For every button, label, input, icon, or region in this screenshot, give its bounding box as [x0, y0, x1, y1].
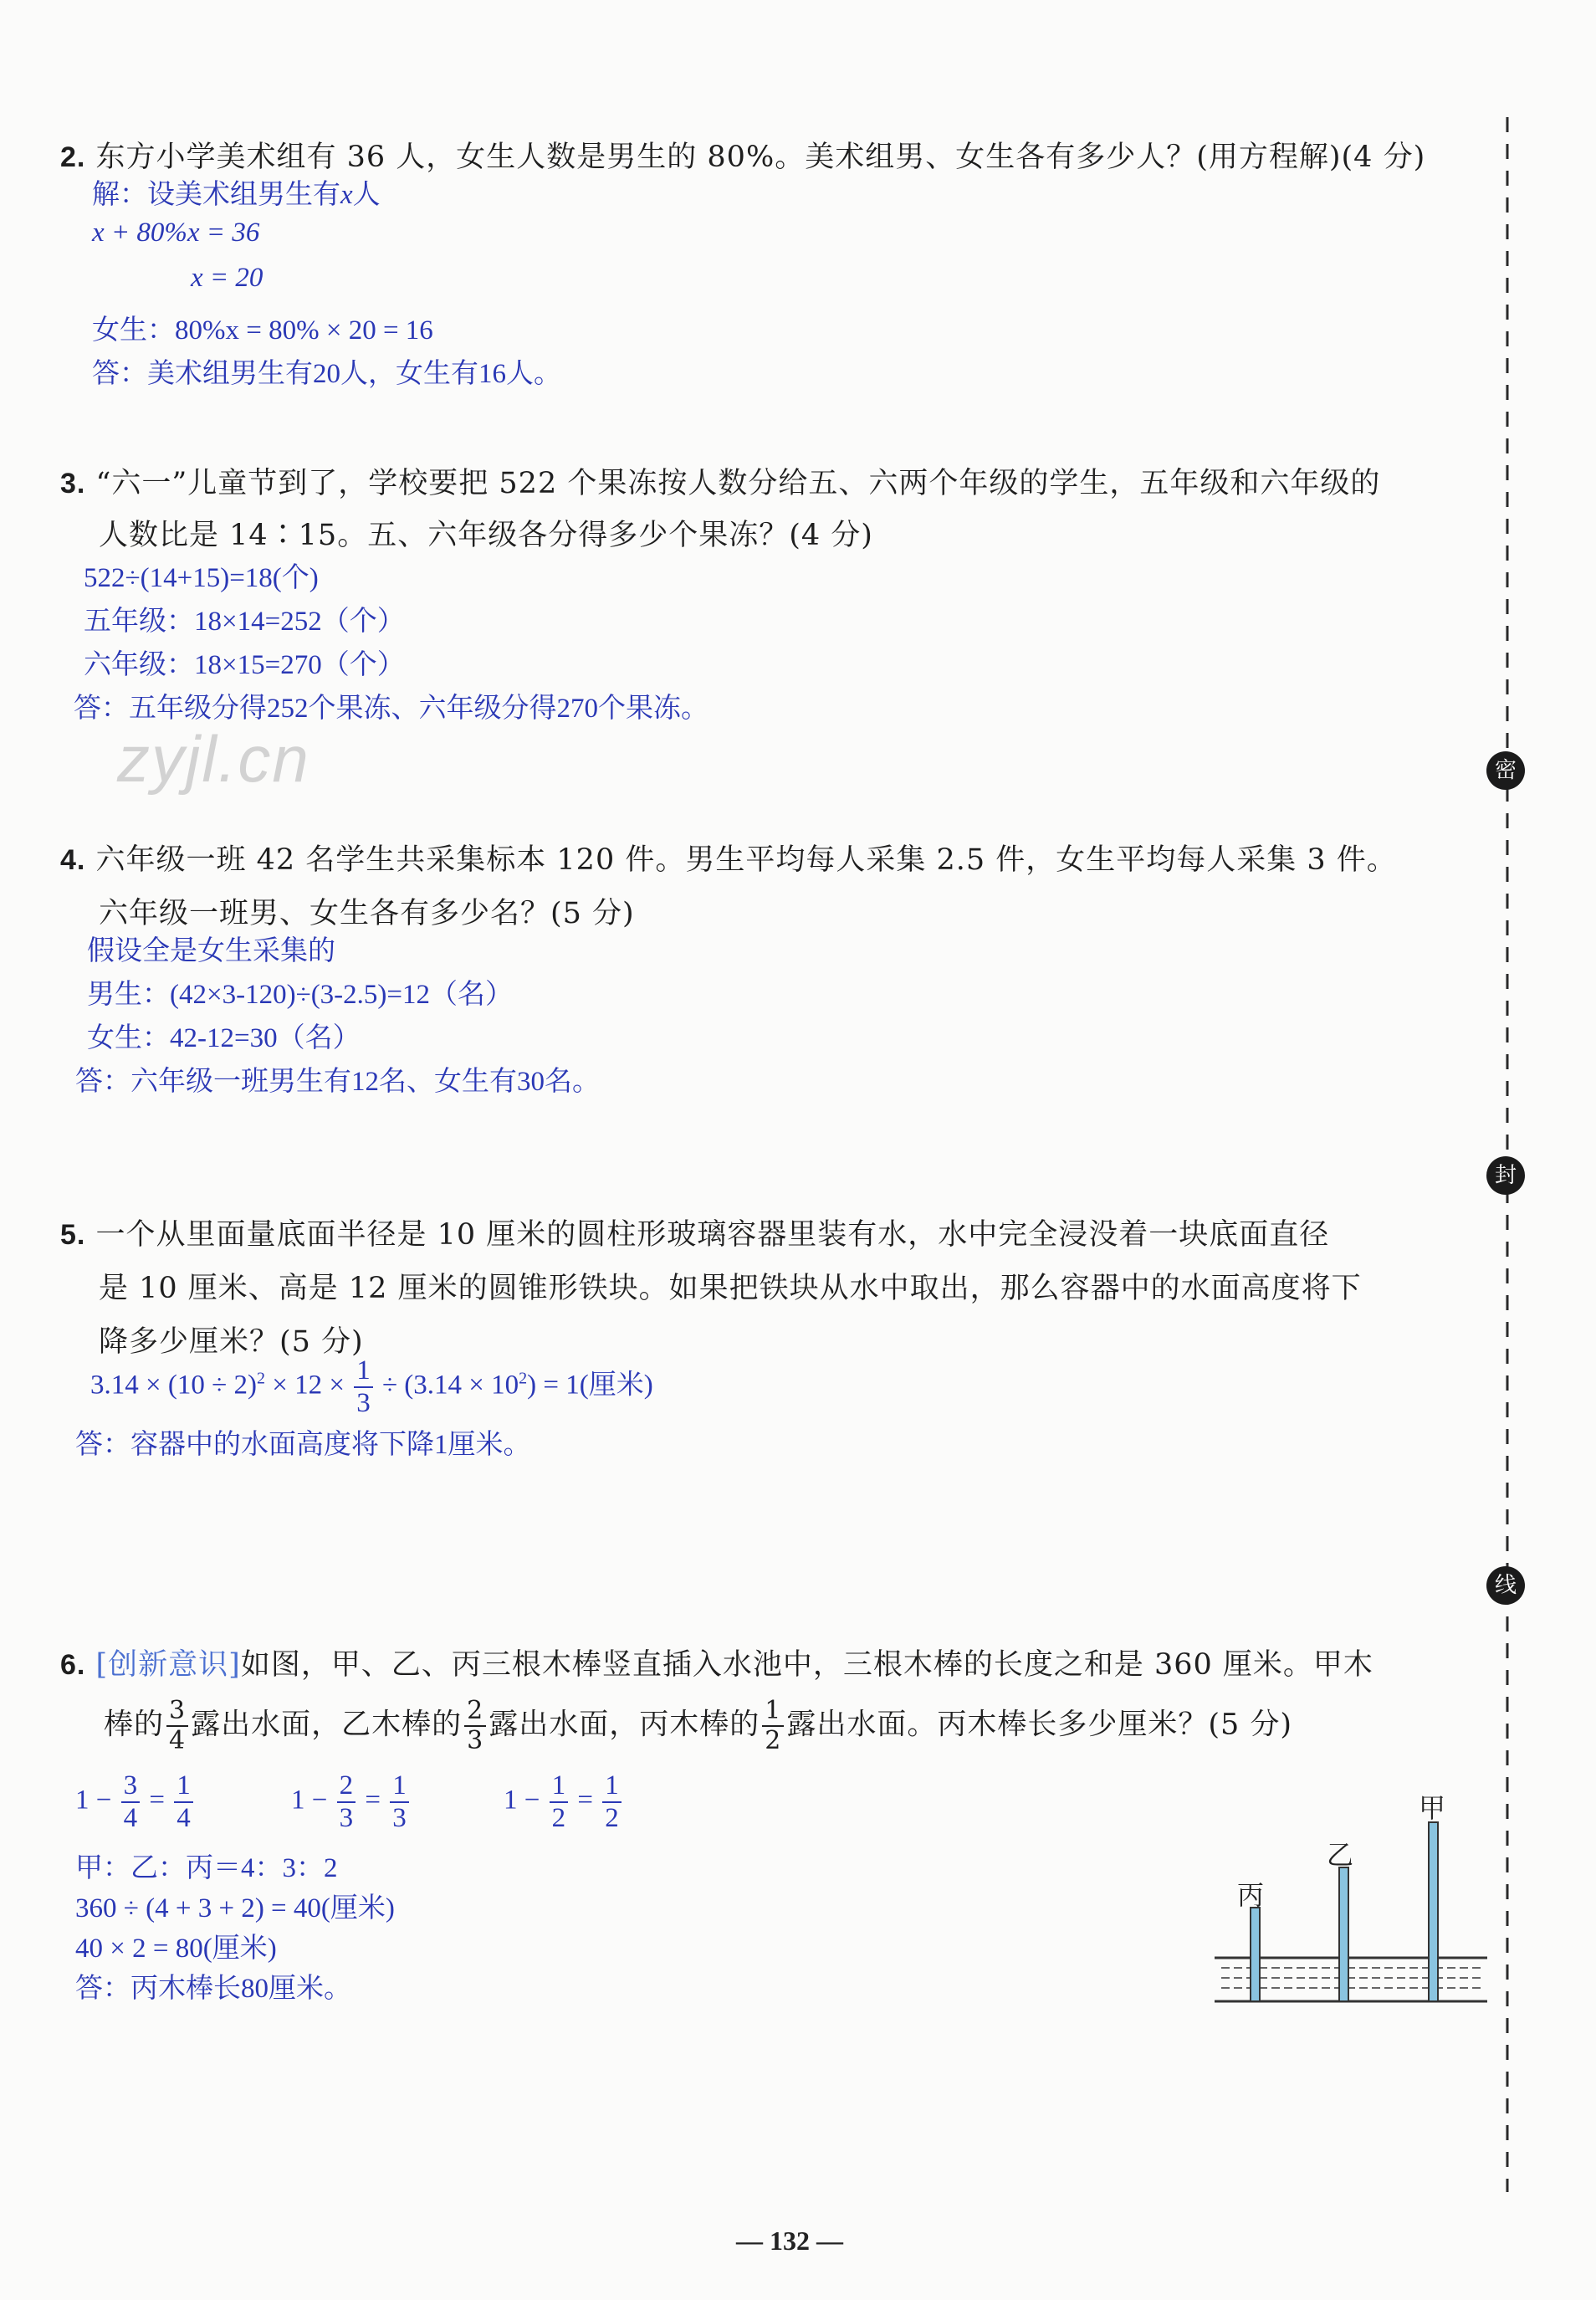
- answer-line: 答：五年级分得252个果冻、六年级分得270个果冻。: [74, 694, 708, 724]
- answer-line: 解：设美术组男生有x人: [92, 180, 381, 210]
- answer-line: 答：容器中的水面高度将下降1厘米。: [75, 1430, 531, 1460]
- question-number: 2.: [60, 141, 86, 173]
- innovation-tag: [创新意识]: [95, 1648, 241, 1682]
- question-text: 六年级一班男、女生各有多少名？(5 分): [99, 897, 635, 930]
- fraction: $\frac{3}{4}$: [166, 1698, 188, 1754]
- answer-line: 五年级：18×14=252（个）: [84, 607, 405, 637]
- question-number: 4.: [60, 844, 86, 876]
- question-2: [60, 134, 1425, 176]
- fraction: $\frac{1}{2}$: [762, 1698, 784, 1754]
- answer-line: 假设全是女生采集的: [87, 936, 335, 966]
- fraction: $\frac{2}{3}$: [464, 1698, 486, 1754]
- formula-line: $3.14 \times (10 \div 2)^2 \times 12$ × $\frac{1}{3}$ ÷ $(3.14 \times 10^2) = 1$(厘米): [90, 1355, 653, 1418]
- calc-fraction-3: 1 − $\frac{1}{2}$ = $\frac{1}{2}$: [504, 1772, 624, 1832]
- watermark: zyjl.cn: [117, 722, 310, 796]
- answer-line: 522÷(14+15)=18(个): [84, 563, 319, 593]
- answer-line: 男生：(42×3-120)÷(3-2.5)=12（名）: [87, 980, 514, 1010]
- label-bing: 丙: [1237, 1879, 1265, 1911]
- calc-fraction-1: 1 − $\frac{3}{4}$ = $\frac{1}{4}$: [75, 1772, 196, 1832]
- answer-line: 答：美术组男生有20人，女生有16人。: [92, 359, 561, 389]
- question-text: “六一”儿童节到了，学校要把 522 个果冻按人数分给五、六两个年级的学生，五年级和六年级的: [95, 467, 1381, 500]
- question-text: 如图，甲、乙、丙三根木棒竖直插入水池中，三根木棒的长度之和是 360 厘米。甲木: [240, 1648, 1373, 1682]
- answer-line: 答：丙木棒长80厘米。: [75, 1974, 351, 2004]
- question-text: 东方小学美术组有 36 人，女生人数是男生的 80%。美术组男、女生各有多少人？(用方程解)(4 分): [95, 141, 1426, 174]
- answer-line: 六年级：18×15=270（个）: [84, 650, 405, 680]
- binding-mark-xian: 线: [1486, 1566, 1525, 1605]
- question-text: 降多少厘米？(5 分): [99, 1325, 364, 1359]
- binding-mark-feng: 封: [1486, 1156, 1525, 1195]
- calc-fraction-2: 1 − $\frac{2}{3}$ = $\frac{1}{3}$: [291, 1772, 412, 1832]
- equation-line: x + 80%x = 36: [92, 218, 260, 248]
- answer-line: 360 ÷ (4 + 3 + 2) = 40(厘米): [75, 1893, 395, 1923]
- answer-line: 答：六年级一班男生有12名、女生有30名。: [75, 1067, 600, 1097]
- answer-line: 40 × 2 = 80(厘米): [75, 1934, 277, 1964]
- stick-bing: [1251, 1908, 1260, 2001]
- question-text-line2: 棒的 $\frac{3}{4}$ 露出水面，乙木棒的 $\frac{2}{3}$ 露出水面，丙木棒的 $\frac{1}{2}$ 露出水面。丙木棒长多少厘米？(5 分): [104, 1696, 1293, 1755]
- question-number: 6.: [60, 1649, 86, 1681]
- stick-jia: [1429, 1822, 1438, 2001]
- question-text: 六年级一班 42 名学生共采集标本 120 件。男生平均每人采集 2.5 件，女生平均每人采集 3 件。: [95, 843, 1397, 877]
- question-5: [60, 1211, 1329, 1253]
- stick-yi: [1339, 1867, 1348, 2001]
- question-number: 3.: [60, 468, 86, 499]
- answer-line: 女生：80%x = 80% × 20 = 16: [92, 315, 433, 346]
- page-number: — 132 —: [736, 2226, 843, 2256]
- question-4: [60, 837, 1397, 879]
- question-text: 人数比是 14∶15。五、六年级各分得多少个果冻？(4 分): [99, 519, 873, 552]
- fraction: $\frac{1}{3}$: [354, 1357, 373, 1417]
- answer-line: 女生：42-12=30（名）: [87, 1023, 361, 1053]
- equation-line: x = 20: [191, 263, 263, 293]
- label-jia: 甲: [1419, 1792, 1446, 1824]
- label-yi: 乙: [1327, 1839, 1354, 1871]
- question-text: 一个从里面量底面半径是 10 厘米的圆柱形玻璃容器里装有水，水中完全浸没着一块底面直径: [95, 1218, 1330, 1252]
- binding-mark-mi: 密: [1486, 751, 1525, 790]
- question-number: 5.: [60, 1219, 86, 1251]
- question-3: [60, 460, 1380, 502]
- question-text: 是 10 厘米、高是 12 厘米的圆锥形铁块。如果把铁块从水中取出，那么容器中的水面高度将下: [99, 1272, 1362, 1305]
- binding-dashed-line: [1501, 117, 1513, 2192]
- question-6: [60, 1642, 1373, 1683]
- answer-line: 甲：乙：丙＝4：3：2: [75, 1853, 338, 1883]
